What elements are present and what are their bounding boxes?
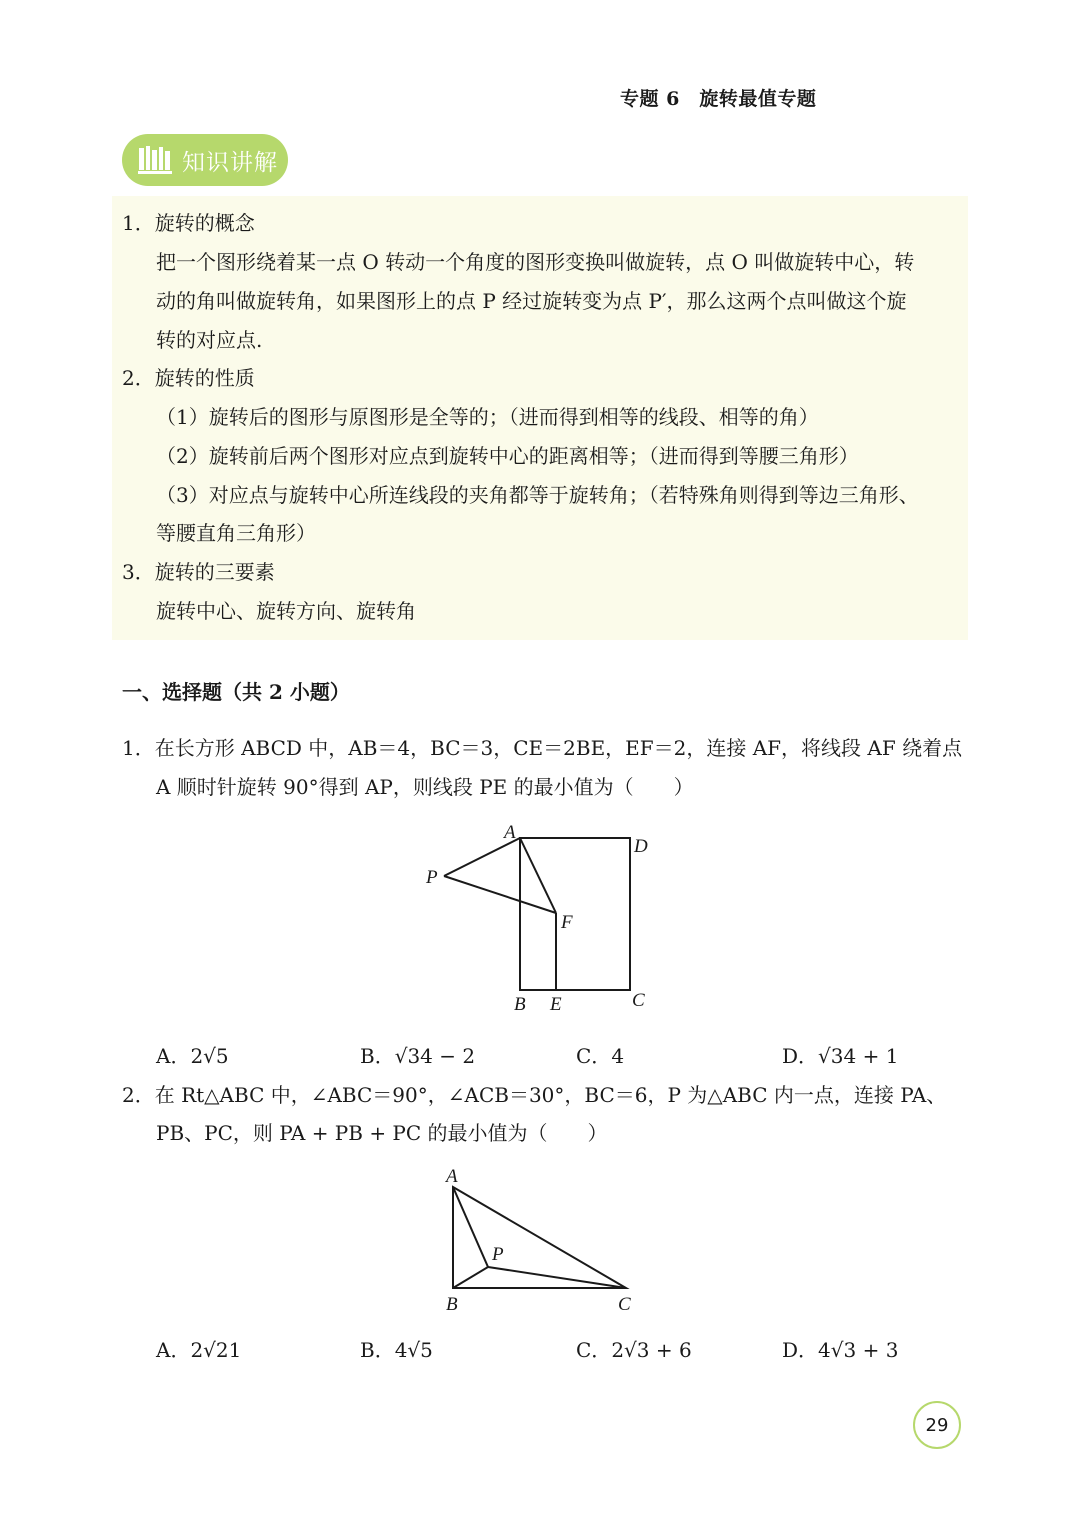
knowledge-line: 2．旋转的性质 (122, 366, 255, 390)
option-key: D． (782, 1044, 819, 1068)
q2-option-d[interactable] (782, 1334, 898, 1363)
knowledge-line: 3．旋转的三要素 (122, 560, 275, 584)
option-value: √34 − 2 (394, 1044, 476, 1068)
section-title: 一、选择题（共 2 小题） (122, 680, 350, 704)
badge-label: 知识讲解 (182, 149, 278, 176)
q2-stem-line1: 2．在 Rt△ABC 中，∠ABC＝90°，∠ACB＝30°，BC＝6，P 为△ABC 内一点，连接 PA、 (122, 1083, 947, 1107)
label-a: A (504, 822, 516, 843)
label-p: P (492, 1244, 504, 1265)
q2-option-b[interactable] (360, 1334, 433, 1363)
option-value: 2√5 (190, 1044, 229, 1068)
option-key: A． (156, 1338, 191, 1362)
knowledge-line: 旋转中心、旋转方向、旋转角 (156, 599, 416, 623)
segment-pf (444, 876, 556, 913)
knowledge-line: 等腰直角三角形） (156, 521, 316, 545)
books-icon (138, 145, 174, 175)
option-value: 4√3 + 3 (818, 1338, 899, 1362)
label-d: D (634, 836, 648, 857)
label-b: B (446, 1294, 458, 1315)
rectangle-abcd (520, 838, 630, 990)
q2-option-c[interactable] (576, 1334, 692, 1363)
option-value: 4√5 (394, 1338, 433, 1362)
option-value: 4 (611, 1044, 625, 1068)
option-key: B． (360, 1044, 395, 1068)
option-key: B． (360, 1338, 395, 1362)
label-a: A (446, 1166, 458, 1187)
q2-stem-line2: PB、PC，则 PA + PB + PC 的最小值为（ ） (156, 1121, 608, 1145)
q2-figure (430, 1160, 650, 1320)
page-header-title: 专题 6 旋转最值专题 (620, 88, 817, 110)
option-key: A． (156, 1044, 191, 1068)
knowledge-line: 1．旋转的概念 (122, 211, 255, 235)
option-value: √34 + 1 (818, 1044, 899, 1068)
q1-stem-line1: 1．在长方形 ABCD 中，AB＝4，BC＝3，CE＝2BE，EF＝2，连接 AF，将线段 AF 绕着点 (122, 736, 963, 760)
knowledge-line: 动的角叫做旋转角，如果图形上的点 P 经过旋转变为点 P′，那么这两个点叫做这个旋 (156, 289, 907, 313)
q1-option-d[interactable] (782, 1040, 898, 1069)
q2-option-a[interactable] (156, 1334, 241, 1363)
segment-pc (488, 1267, 626, 1288)
option-key: C． (576, 1044, 612, 1068)
q1-option-b[interactable] (360, 1040, 475, 1069)
q1-stem-line2: A 顺时针旋转 90°得到 AP，则线段 PE 的最小值为（ ） (156, 775, 694, 799)
q1-figure (410, 818, 670, 1018)
knowledge-badge (122, 134, 288, 186)
segment-ap (444, 838, 520, 876)
q1-option-a[interactable] (156, 1040, 229, 1069)
label-e: E (550, 994, 562, 1015)
option-value: 2√21 (190, 1338, 242, 1362)
option-key: D． (782, 1338, 819, 1362)
label-b: B (514, 994, 526, 1015)
page-number: 29 (913, 1401, 961, 1449)
knowledge-line: （1）旋转后的图形与原图形是全等的；（进而得到相等的线段、相等的角） (156, 405, 819, 429)
segment-pb (453, 1267, 488, 1288)
label-p: P (426, 867, 438, 888)
segment-af (520, 838, 556, 913)
label-c: C (618, 1294, 631, 1315)
q1-option-c[interactable] (576, 1040, 624, 1069)
knowledge-line: 把一个图形绕着某一点 O 转动一个角度的图形变换叫做旋转，点 O 叫做旋转中心，转 (156, 250, 915, 274)
label-f: F (561, 912, 573, 933)
knowledge-line: 转的对应点. (156, 328, 263, 352)
label-c: C (632, 990, 645, 1011)
segment-pa (453, 1187, 488, 1267)
knowledge-line: （2）旋转前后两个图形对应点到旋转中心的距离相等；（进而得到等腰三角形） (156, 444, 859, 468)
option-key: C． (576, 1338, 612, 1362)
knowledge-line: （3）对应点与旋转中心所连线段的夹角都等于旋转角；（若特殊角则得到等边三角形、 (156, 483, 919, 507)
option-value: 2√3 + 6 (611, 1338, 692, 1362)
